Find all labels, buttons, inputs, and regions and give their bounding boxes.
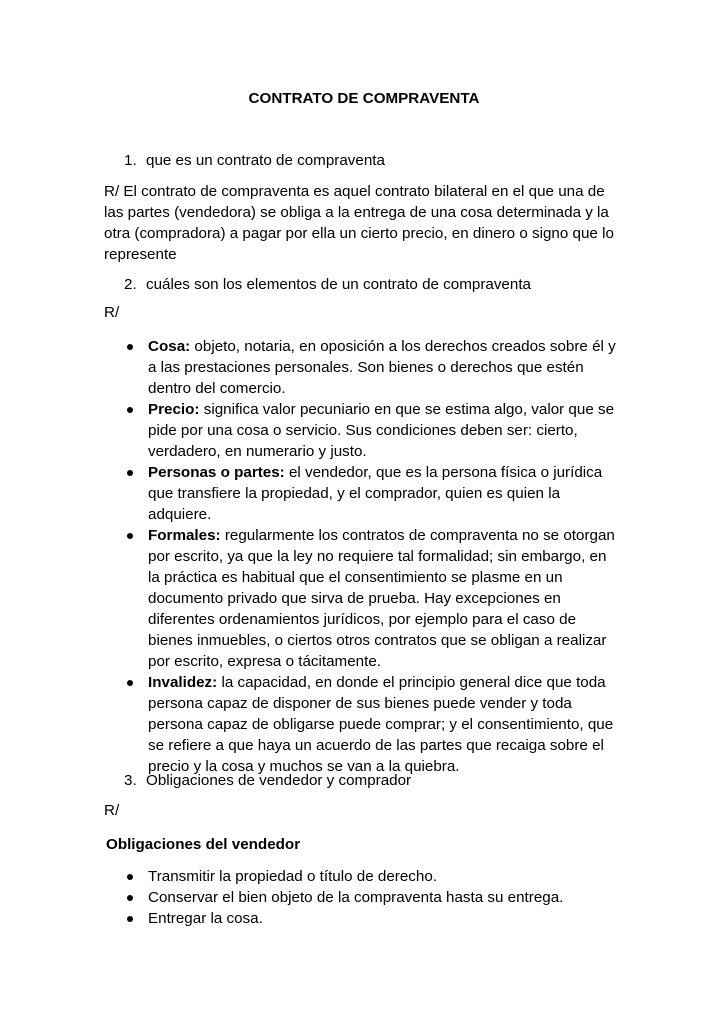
list-item — [0, 887, 620, 908]
element-term: Formales: — [148, 527, 221, 544]
list-item — [0, 525, 620, 672]
list-item — [0, 672, 620, 777]
question-2-text: cuáles son los elementos de un contrato de compraventa — [146, 276, 531, 293]
obligation-text: Transmitir la propiedad o título de derecho. — [148, 868, 437, 885]
answer-2-label: R/ — [104, 304, 120, 321]
elements-list — [0, 336, 728, 777]
answer-1-paragraph: R/ El contrato de compraventa es aquel contrato bilateral en el que una de las partes (vendedora) se obliga a la entrega de una cosa determinada y la otra (compradora) a pagar por ella un cierto precio, en dinero o signo que lo represente — [104, 183, 614, 263]
question-3-text: Obligaciones de vendedor y comprador — [146, 772, 412, 789]
element-term: Cosa: — [148, 338, 191, 355]
element-text: objeto, notaria, en oposición a los derechos creados sobre él y a las prestaciones personales. Son bienes o derechos que estén dentro del comercio. — [148, 338, 616, 397]
list-item — [0, 399, 620, 462]
element-text: significa valor pecuniario en que se estima algo, valor que se pide por una cosa o servicio. Sus condiciones deben ser: cierto, verdadero, en numerario y justo. — [148, 401, 615, 460]
element-term: Precio: — [148, 401, 200, 418]
question-2-number: 2. — [124, 276, 137, 293]
bullet-icon — [127, 470, 133, 476]
bullet-icon — [127, 895, 133, 901]
bullet-icon — [127, 916, 133, 922]
question-2 — [124, 274, 531, 295]
question-1 — [124, 150, 385, 171]
bullet-icon — [127, 680, 133, 686]
bullet-icon — [127, 344, 133, 350]
question-3-number: 3. — [124, 772, 137, 789]
obligation-text: Entregar la cosa. — [148, 910, 263, 927]
question-1-text: que es un contrato de compraventa — [146, 152, 385, 169]
element-text: la capacidad, en donde el principio general dice que toda persona capaz de disponer de sus bienes puede vender y toda persona capaz de obligarse puede comprar; y el consentimiento, que se refiere a que haya un acuerdo de las partes que recaiga sobre el precio y la cosa y muchos se van a la quiebra. — [148, 674, 614, 775]
bullet-icon — [127, 874, 133, 880]
bullet-icon — [127, 533, 133, 539]
answer-3-label: R/ — [104, 802, 120, 819]
seller-obligations-heading: Obligaciones del vendedor — [106, 836, 301, 853]
element-term: Personas o partes: — [148, 464, 285, 481]
element-term: Invalidez: — [148, 674, 218, 691]
question-3 — [124, 770, 411, 791]
list-item — [0, 336, 620, 399]
question-1-number: 1. — [124, 152, 137, 169]
element-text: regularmente los contratos de compraventa no se otorgan por escrito, ya que la ley no requiere tal formalidad; sin embargo, en la práctica es habitual que el consentimiento se plasme en un documento privado que sirva de prueba. Hay excepciones en diferentes ordenamientos jurídicos, por ejemplo para el caso de bienes inmuebles, o ciertos otros contratos que se obligan a realizar por escrito, expresa o tácitamente. — [148, 527, 615, 670]
list-item — [0, 462, 620, 525]
bullet-icon — [127, 407, 133, 413]
document-title: CONTRATO DE COMPRAVENTA — [248, 90, 480, 107]
list-item — [0, 908, 620, 929]
obligation-text: Conservar el bien objeto de la compraventa hasta su entrega. — [148, 889, 564, 906]
list-item — [0, 866, 620, 887]
element-text: el vendedor, que es la persona física o jurídica que transfiere la propiedad, y el comprador, quien es quien la adquiere. — [148, 464, 603, 523]
seller-obligations-list — [0, 866, 728, 929]
